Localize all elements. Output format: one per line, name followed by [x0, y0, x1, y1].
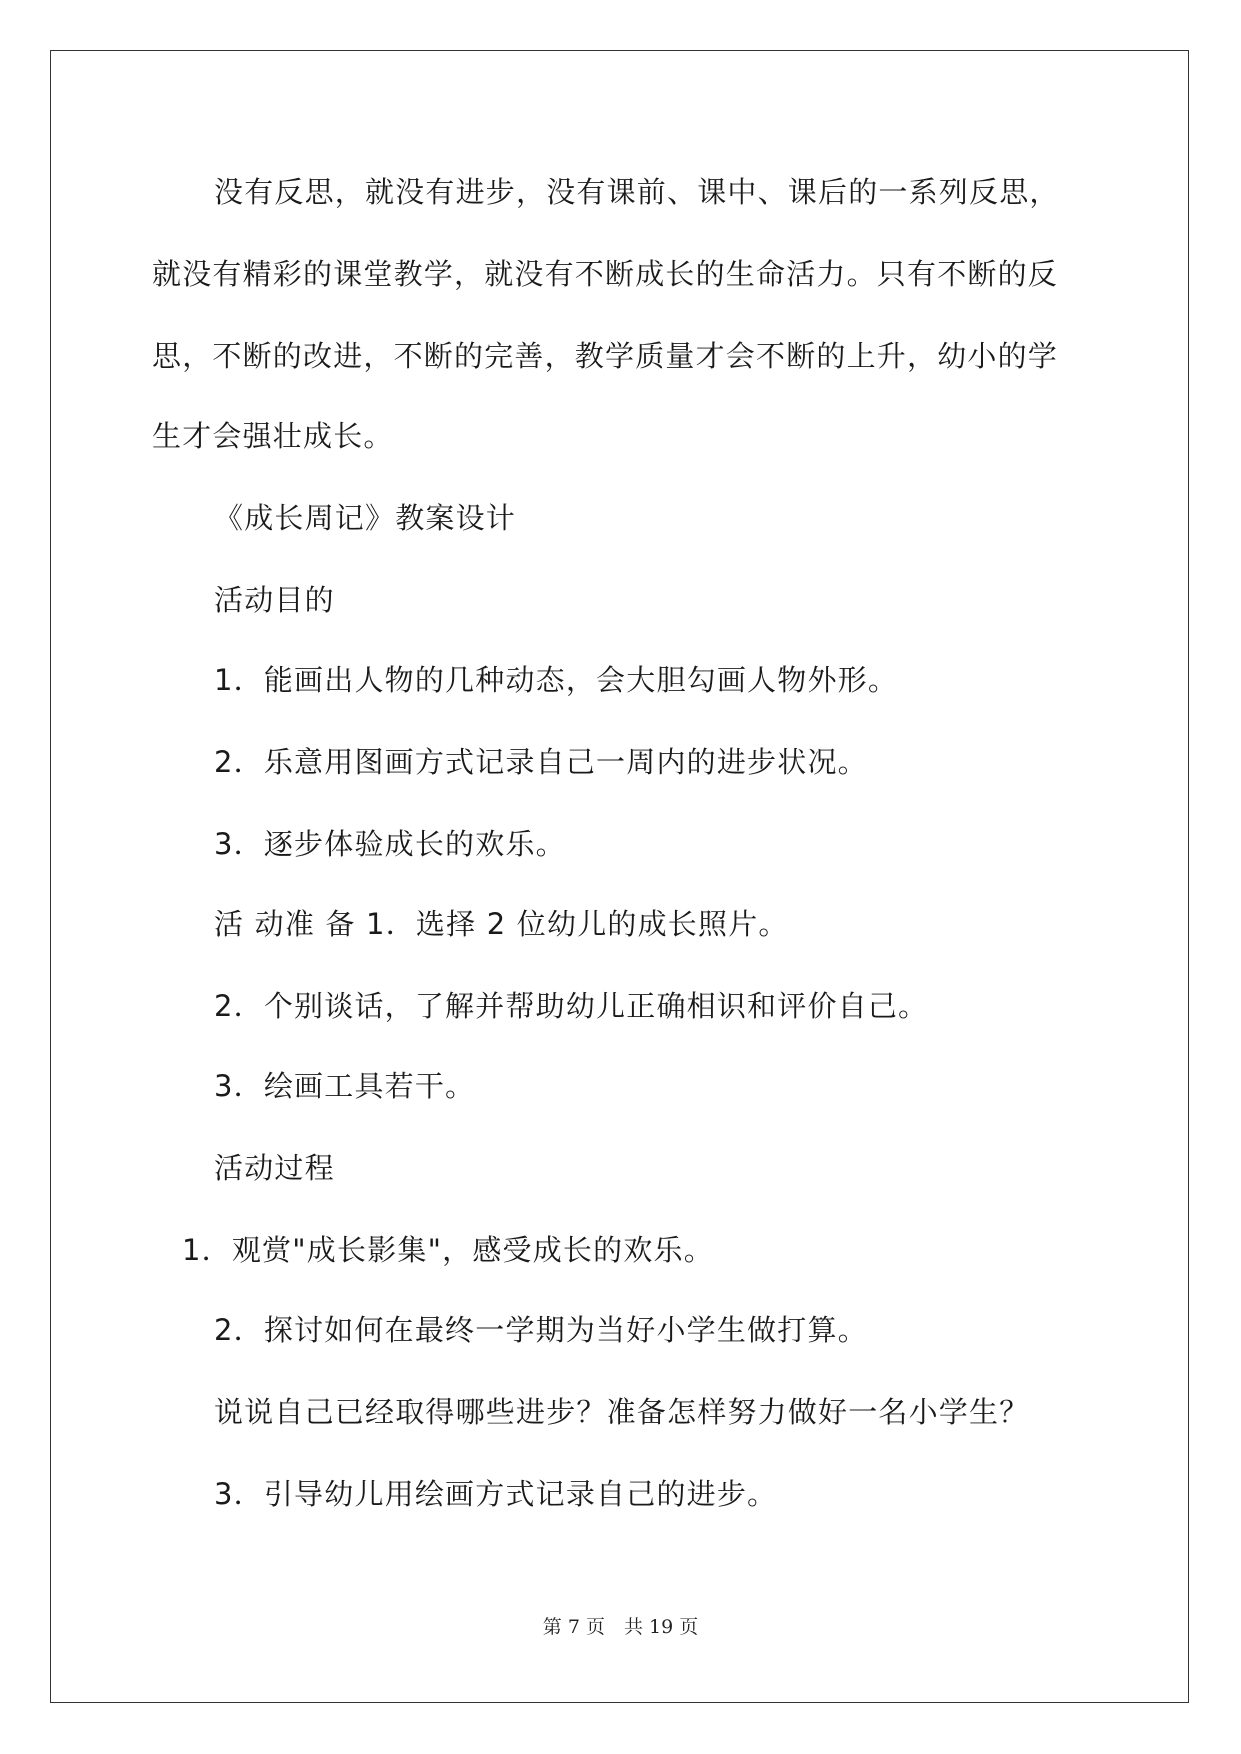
page-footer: 第 7 页 共 19 页 — [542, 1616, 699, 1638]
section-heading: 活 动准 备 1．选择 2 位幼儿的成长照片。 — [214, 907, 789, 941]
list-item: 1．能画出人物的几种动态，会大胆勾画人物外形。 — [214, 663, 899, 697]
list-item: 3．逐步体验成长的欢乐。 — [214, 827, 566, 861]
text-line: 说说自己已经取得哪些进步？准备怎样努力做好一名小学生？ — [214, 1395, 1030, 1429]
page-border — [50, 50, 1189, 1703]
list-item: 3．引导幼儿用绘画方式记录自己的进步。 — [214, 1477, 778, 1511]
section-heading: 活动过程 — [214, 1151, 335, 1185]
text-line: 没有反思，就没有进步，没有课前、课中、课后的一系列反思， — [214, 175, 1060, 209]
list-item: 1．观赏"成长影集"，感受成长的欢乐。 — [182, 1233, 714, 1267]
text-line: 生才会强壮成长。 — [152, 419, 394, 453]
list-item: 3．绘画工具若干。 — [214, 1069, 476, 1103]
text-line: 思，不断的改进，不断的完善，教学质量才会不断的上升，幼小的学 — [152, 339, 1059, 373]
text-line: 就没有精彩的课堂教学，就没有不断成长的生命活力。只有不断的反 — [152, 257, 1059, 291]
list-item: 2．乐意用图画方式记录自己一周内的进步状况。 — [214, 745, 868, 779]
section-heading: 活动目的 — [214, 583, 335, 617]
section-title: 《成长周记》教案设计 — [214, 501, 517, 535]
list-item: 2．个别谈话，了解并帮助幼儿正确相识和评价自己。 — [214, 989, 929, 1023]
list-item: 2．探讨如何在最终一学期为当好小学生做打算。 — [214, 1313, 868, 1347]
